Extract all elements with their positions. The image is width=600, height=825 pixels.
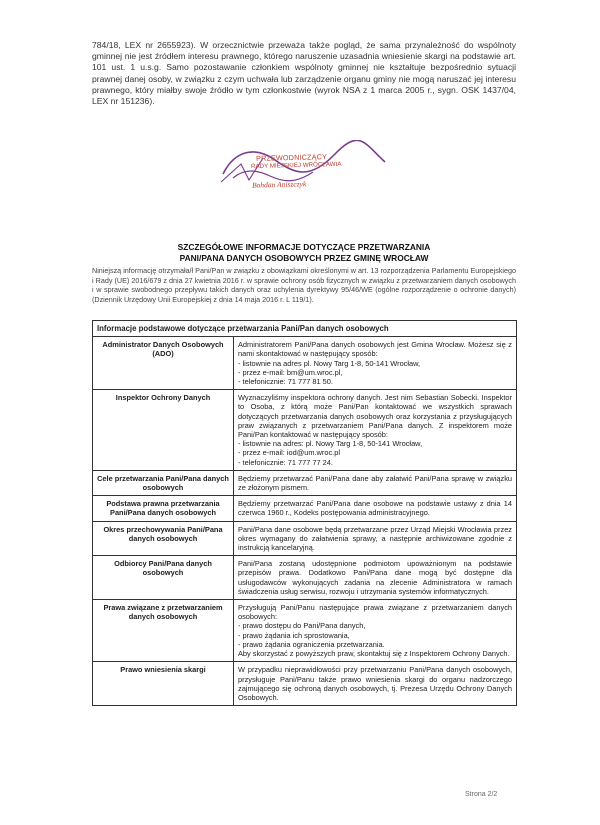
table-body	[93, 337, 517, 706]
continued-paragraph: 784/18, LEX nr 2655923). W orzecznictwie przeważa także pogląd, że sama przynależność do wspólnoty gminnej nie jest źródłem interesu prawnego, którego naruszenie uzasadnia wniesienie skargi na podstawie art. 101 ust. 1 u.s.g. Samo pozostawanie członkiem wspólnoty gminnej nie kształtuje bezpośrednio sytuacji prawnej danej osoby, w związku z czym uchwała lub zarządzenie organu gminy nie mogą naruszać jej interesu prawnego, który miałby swoje źródło w tym członkostwie (wyrok NSA z 1 marca 2005 r., sygn. OSK 1437/04, LEX nr 151236).	[92, 40, 516, 107]
row-value-line: Będziemy przetwarzać Pani/Pana dane aby załatwić Pani/Pana sprawę w związku ze złożonym pismem.	[238, 473, 512, 493]
page-number: Strona 2/2	[465, 791, 498, 798]
row-value-line: - prawo żądania ograniczenia przetwarzania.	[238, 639, 385, 649]
row-value-line: W przypadku nieprawidłowości przy przetwarzaniu Pani/Pana danych osobowych, przysługuje Pani/Panu także prawo wniesienia skargi do organu nadzorczego zajmującego się ochroną danych osobowych, tj. Prezesa Urzędu Ochrony Danych Osobowych.	[238, 665, 512, 702]
table-row	[93, 390, 517, 471]
stamp-council: RADY MIEJSKIEJ WROCŁAWIA	[250, 160, 342, 171]
row-label: Cele przetwarzania Pani/Pana danych osobowych	[93, 470, 234, 495]
row-value-line: - listownie na adres: pl. Nowy Targ 1-8, 50-141 Wrocław,	[238, 439, 423, 449]
row-value	[234, 496, 517, 521]
row-value	[234, 390, 517, 471]
stamp-signature-name: Bohdan Aniszczyk	[251, 179, 307, 190]
heading-line-1: SZCZEGÓŁOWE INFORMACJE DOTYCZĄCE PRZETWARZANIA	[177, 242, 431, 252]
row-value-line: - przez e-mail: bm@um.wroc.pl,	[238, 367, 343, 377]
gdpr-info-table	[92, 320, 517, 706]
row-value-line: - telefonicznie: 71 777 81 50.	[238, 377, 333, 387]
row-value-line: Administratorem Pani/Pana danych osobowych jest Gmina Wrocław. Możesz się z nami skontaktować w następujący sposób:	[238, 340, 512, 359]
row-label: Prawo wniesienia skargi	[93, 662, 234, 706]
row-label: Administrator Danych Osobowych (ADO)	[93, 337, 234, 390]
chairman-stamp	[215, 140, 395, 192]
row-value-line: Pani/Pana zostaną udostępnione podmiotom upoważnionym na podstawie przepisów prawa. Dodatkowo Pani/Pana dane mogą być dostępne dla usługodawców wykonujących zadania na zlecenie Administratora w ramach świadczenia usług serwisu, rozwoju i utrzymania systemów informatycznych.	[238, 559, 512, 596]
row-value-line: Aby skorzystać z powyższych praw, skontaktuj się z Inspektorem Ochrony Danych.	[238, 649, 510, 659]
section-heading	[92, 242, 516, 264]
row-value-line: - telefonicznie: 71 777 77 24.	[238, 457, 333, 467]
gdpr-intro: Niniejszą informację otrzymała/ł Pani/Pan w związku z obowiązkami określonymi w art. 13 rozporządzenia Parlamentu Europejskiego i Rady (UE) 2016/679 z dnia 27 kwietnia 2016 r. w sprawie ochrony osób fizycznych w związku z przetwarzaniem danych osobowych i w sprawie swobodnego przepływu takich danych oraz uchylenia dyrektywy 95/46/WE (ogólne rozporządzenie o ochronie danych) (Dziennik Urzędowy Unii Europejskiej z dnia 14 maja 2016 r. L 119/1).	[92, 266, 516, 304]
row-value-line: Będziemy przetwarzać Pani/Pana dane osobowe na podstawie ustawy z dnia 14 czerwca 1960 r., Kodeks postępowania administracyjnego.	[238, 499, 512, 518]
table-header: Informacje podstawowe dotyczące przetwarzania Pani/Pan danych osobowych	[93, 321, 517, 337]
row-label: Odbiorcy Pani/Pana danych osobowych	[93, 556, 234, 600]
row-value-line: Pani/Pana dane osobowe będą przetwarzane przez Urząd Miejski Wrocławia przez okres wymagany do załatwienia sprawy, a następnie archiwizowane zgodnie z instrukcją kancelaryjną.	[238, 524, 512, 553]
table-row	[93, 662, 517, 706]
row-value-line: - prawo żądania ich sprostowania,	[238, 630, 350, 640]
table-row	[93, 337, 517, 390]
row-value-line: - przez e-mail: iod@um.wroc.pl	[238, 448, 340, 458]
row-label: Okres przechowywania Pani/Pana danych osobowych	[93, 521, 234, 556]
row-value	[234, 600, 517, 662]
row-value	[234, 662, 517, 706]
table-row	[93, 556, 517, 600]
row-value-line: - prawo dostępu do Pani/Pana danych,	[238, 621, 366, 631]
heading-line-2: PANI/PANA DANYCH OSOBOWYCH PRZEZ GMINĘ WROCŁAW	[179, 252, 429, 263]
row-value-line: Wyznaczyliśmy inspektora ochrony danych. Jest nim Sebastian Sobecki. Inspektor to Osoba, z którą może Pani/Pan kontaktować we wszystkich sprawach dotyczących przetwarzania danych osobowych oraz korzystania z przysługujących praw związanych z przetwarzaniem Pani/Pana danych. Z inspektorem może Pani/Pan kontaktować w następujący sposób:	[238, 393, 512, 440]
stamp-title: PRZEWODNICZĄCY	[255, 152, 328, 163]
table-row	[93, 496, 517, 521]
row-value-line: - listownie na adres pl. Nowy Targ 1-8, 50-141 Wrocław,	[238, 358, 421, 368]
row-label: Podstawa prawna przetwarzania Pani/Pana danych osobowych	[93, 496, 234, 521]
row-value	[234, 470, 517, 495]
table-row	[93, 470, 517, 495]
row-value	[234, 337, 517, 390]
row-value	[234, 556, 517, 600]
row-label: Inspektor Ochrony Danych	[93, 390, 234, 471]
table-row	[93, 600, 517, 662]
row-label: Prawa związane z przetwarzaniem danych osobowych	[93, 600, 234, 662]
table-row	[93, 521, 517, 556]
row-value	[234, 521, 517, 556]
row-value-line: Przysługują Pani/Panu następujące prawa związane z przetwarzaniem danych osobowych:	[238, 603, 512, 622]
